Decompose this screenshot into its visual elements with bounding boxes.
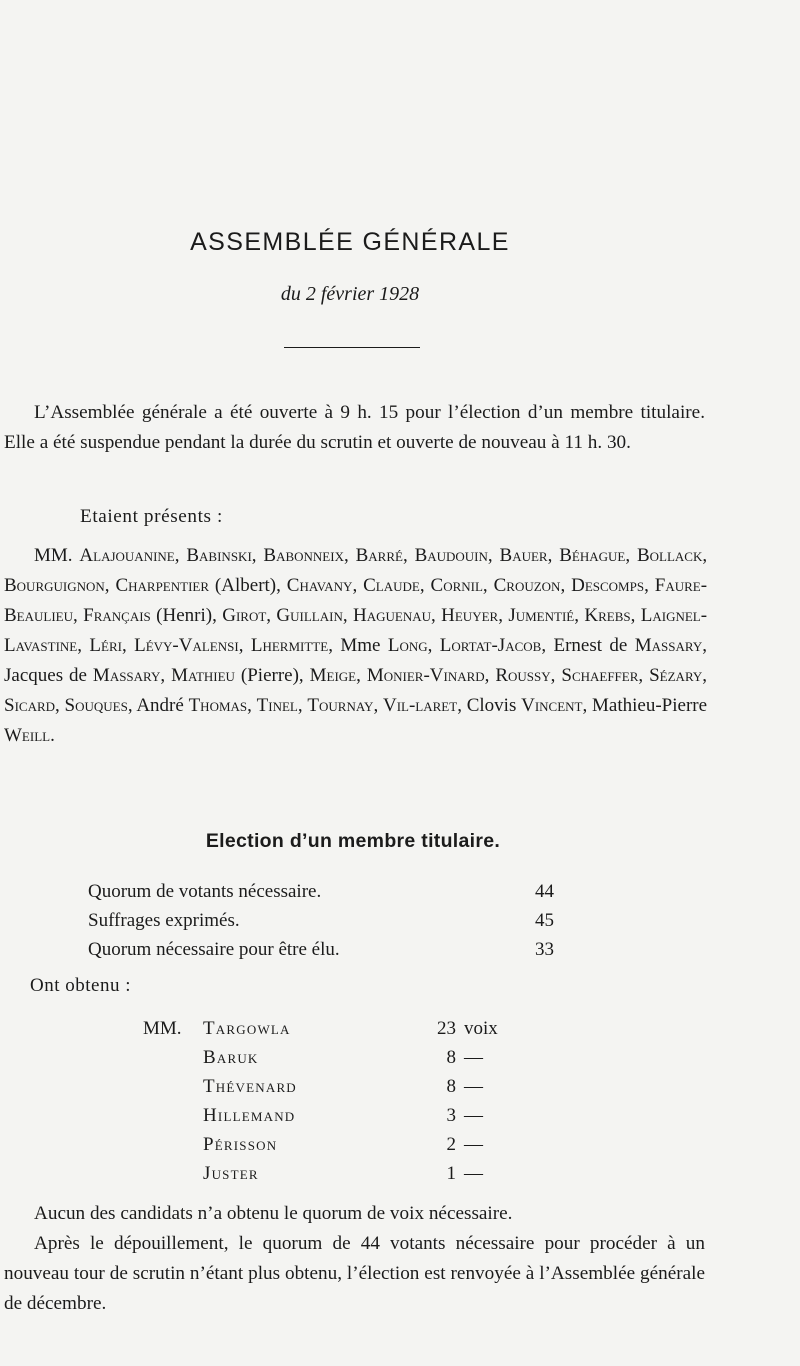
- member-name: Monier-Vinard: [366, 665, 485, 686]
- member-name: Tournay: [307, 695, 374, 716]
- quorum-table: [88, 877, 568, 964]
- member-separator: ,: [482, 575, 494, 596]
- member-separator: ,: [560, 575, 572, 596]
- closing-paragraph: [4, 1199, 705, 1319]
- quorum-row: [88, 877, 568, 906]
- member-separator: ,: [498, 605, 509, 626]
- member-name: Weill: [4, 725, 51, 746]
- member-separator: , André: [127, 695, 189, 716]
- member-name: Roussy: [495, 665, 551, 686]
- member-separator: ,: [574, 605, 585, 626]
- quorum-value: 45: [535, 910, 554, 931]
- attendance-label: Etaient présents :: [80, 506, 223, 527]
- member-name: Français: [83, 605, 151, 626]
- member-separator: ,: [625, 545, 637, 566]
- member-separator: ,: [484, 665, 496, 686]
- election-heading: Election d’un membre titulaire.: [205, 830, 501, 852]
- member-name: Alajouanine: [79, 545, 175, 566]
- member-separator: ,: [73, 605, 84, 626]
- member-name: Meige: [309, 665, 357, 686]
- member-separator: ,: [352, 575, 364, 596]
- member-name: Girot: [222, 605, 267, 626]
- vote-count: 1: [446, 1163, 456, 1184]
- member-separator: ,: [630, 605, 641, 626]
- member-name: Souques: [64, 695, 128, 716]
- obtained-label: Ont obtenu :: [30, 975, 131, 996]
- member-name: Lévy-Valensi: [134, 635, 239, 656]
- vote-unit: —: [464, 1163, 483, 1184]
- member-separator: ,: [702, 665, 708, 686]
- member-separator: , Ernest de: [541, 635, 635, 656]
- vote-count: 3: [446, 1105, 456, 1126]
- member-separator: .: [50, 725, 55, 746]
- member-name: Vil-laret: [382, 695, 458, 716]
- member-name: Lortat-Jacob: [439, 635, 542, 656]
- result-row: [143, 1130, 523, 1159]
- member-separator: ,: [297, 695, 308, 716]
- member-name: Léri: [89, 635, 122, 656]
- member-separator: ,: [644, 575, 655, 596]
- member-name: Massary: [92, 665, 161, 686]
- member-name: Jumentié: [508, 605, 575, 626]
- candidate-name: Baruk: [203, 1047, 259, 1068]
- member-name: Babinski: [186, 545, 252, 566]
- meeting-date: du 2 février 1928: [280, 283, 420, 305]
- member-name: Descomps: [571, 575, 645, 596]
- member-separator: ,: [419, 575, 431, 596]
- member-separator: (Pierre),: [234, 665, 310, 686]
- member-separator: ,: [402, 545, 415, 566]
- member-name: Massary: [634, 635, 703, 656]
- opening-paragraph: [4, 398, 705, 458]
- member-name: Béhague: [559, 545, 626, 566]
- attendance-list: [4, 541, 707, 751]
- member-name: Laignel-Lavastine: [4, 605, 708, 656]
- quorum-label: Suffrages exprimés.: [88, 910, 240, 931]
- member-separator: ,: [431, 605, 442, 626]
- member-separator: ,: [702, 545, 708, 566]
- member-name: Bourguignon: [4, 575, 105, 596]
- result-row: [143, 1043, 523, 1072]
- vote-unit: —: [464, 1076, 483, 1097]
- member-separator: ,: [427, 635, 440, 656]
- vote-unit: —: [464, 1134, 483, 1155]
- vote-count: 8: [446, 1076, 456, 1097]
- member-separator: ,: [55, 695, 65, 716]
- member-name: Crouzon: [493, 575, 561, 596]
- member-name: Thomas: [188, 695, 248, 716]
- vote-unit: —: [464, 1105, 483, 1126]
- member-name: Lhermitte: [250, 635, 329, 656]
- candidate-name: Périsson: [203, 1134, 278, 1155]
- member-separator: ,: [550, 665, 562, 686]
- member-name: Krebs: [584, 605, 631, 626]
- member-separator: ,: [77, 635, 90, 656]
- page-title: ASSEMBLÉE GÉNÉRALE: [190, 228, 510, 256]
- member-separator: [380, 635, 387, 656]
- member-name: Guillain: [276, 605, 343, 626]
- quorum-label: Quorum nécessaire pour être élu.: [88, 939, 340, 960]
- quorum-value: 33: [535, 939, 554, 960]
- member-name: Mathieu: [171, 665, 235, 686]
- vote-unit: voix: [464, 1018, 498, 1039]
- member-separator: (Henri),: [150, 605, 223, 626]
- member-name: Haguenau: [353, 605, 431, 626]
- member-separator: ,: [121, 635, 135, 656]
- title-divider: [284, 347, 420, 348]
- member-separator: ,: [251, 545, 264, 566]
- member-separator: , Clovis: [457, 695, 522, 716]
- member-separator: ,: [342, 605, 353, 626]
- member-separator: ,: [160, 665, 172, 686]
- candidate-name: Hillemand: [203, 1105, 296, 1126]
- member-name: Claude: [363, 575, 420, 596]
- closing-line-1: Aucun des candidats n’a obtenu le quorum de voix nécessaire.: [34, 1203, 513, 1224]
- member-separator: ,: [638, 665, 650, 686]
- member-name: Barré: [355, 545, 403, 566]
- member-name: Chavany: [286, 575, 353, 596]
- members-names: [4, 545, 707, 746]
- member-name: Tinel: [256, 695, 298, 716]
- vote-count: 23: [437, 1018, 456, 1039]
- candidate-name: Juster: [203, 1163, 259, 1184]
- vote-unit: —: [464, 1047, 483, 1068]
- member-name: Long: [387, 635, 428, 656]
- member-separator: ,: [356, 665, 367, 686]
- members-prefix: MM.: [34, 545, 73, 566]
- member-separator: ,: [328, 635, 341, 656]
- member-separator: (Albert),: [209, 575, 287, 596]
- quorum-label: Quorum de votants nécessaire.: [88, 881, 322, 902]
- candidate-name: Thévenard: [203, 1076, 297, 1097]
- member-separator: ,: [547, 545, 560, 566]
- member-name: Charpentier: [115, 575, 210, 596]
- member-name: Sicard: [4, 695, 56, 716]
- opening-text: L’Assemblée générale a été ouverte à 9 h. 15 pour l’élection d’un membre titulaire. Elle a été suspendue pendant la durée du scrutin et ouverte de nouveau à 11 h. 30.: [4, 402, 705, 453]
- member-separator: ,: [247, 695, 257, 716]
- member-name: Baudouin: [414, 545, 488, 566]
- closing-line-2: Après le dépouillement, le quorum de 44 votants nécessaire pour procéder à un nouveau tour de scrutin n’étant plus obtenu, l’élection est renvoyée à l’Assemblée générale de décembre.: [4, 1233, 705, 1314]
- quorum-value: 44: [535, 881, 554, 902]
- member-separator: ,: [343, 545, 356, 566]
- member-name: Heuyer: [441, 605, 499, 626]
- member-separator: Mme: [340, 635, 381, 656]
- member-separator: ,: [104, 575, 116, 596]
- member-separator: ,: [238, 635, 251, 656]
- results-table: [143, 1014, 523, 1188]
- member-separator: ,: [174, 545, 187, 566]
- member-name: Cornil: [430, 575, 483, 596]
- member-name: Bollack: [636, 545, 703, 566]
- vote-count: 2: [446, 1134, 456, 1155]
- member-separator: ,: [373, 695, 383, 716]
- member-separator: ,: [487, 545, 500, 566]
- result-row: [143, 1159, 523, 1188]
- candidate-name: Targowla: [203, 1018, 291, 1039]
- quorum-row: [88, 935, 568, 964]
- member-name: Bauer: [499, 545, 548, 566]
- member-name: Sézary: [649, 665, 703, 686]
- quorum-row: [88, 906, 568, 935]
- result-row: [143, 1072, 523, 1101]
- member-separator: ,: [266, 605, 277, 626]
- result-row: [143, 1014, 523, 1043]
- vote-count: 8: [446, 1047, 456, 1068]
- member-name: Schaeffer: [561, 665, 639, 686]
- member-name: Faure-Beaulieu: [4, 575, 708, 626]
- member-name: Babonneix: [263, 545, 344, 566]
- member-name: Vincent: [521, 695, 583, 716]
- member-separator: , Mathieu-Pierre: [582, 695, 708, 716]
- result-row: [143, 1101, 523, 1130]
- results-prefix: MM.: [143, 1018, 182, 1039]
- member-separator: , Jacques de: [4, 635, 707, 686]
